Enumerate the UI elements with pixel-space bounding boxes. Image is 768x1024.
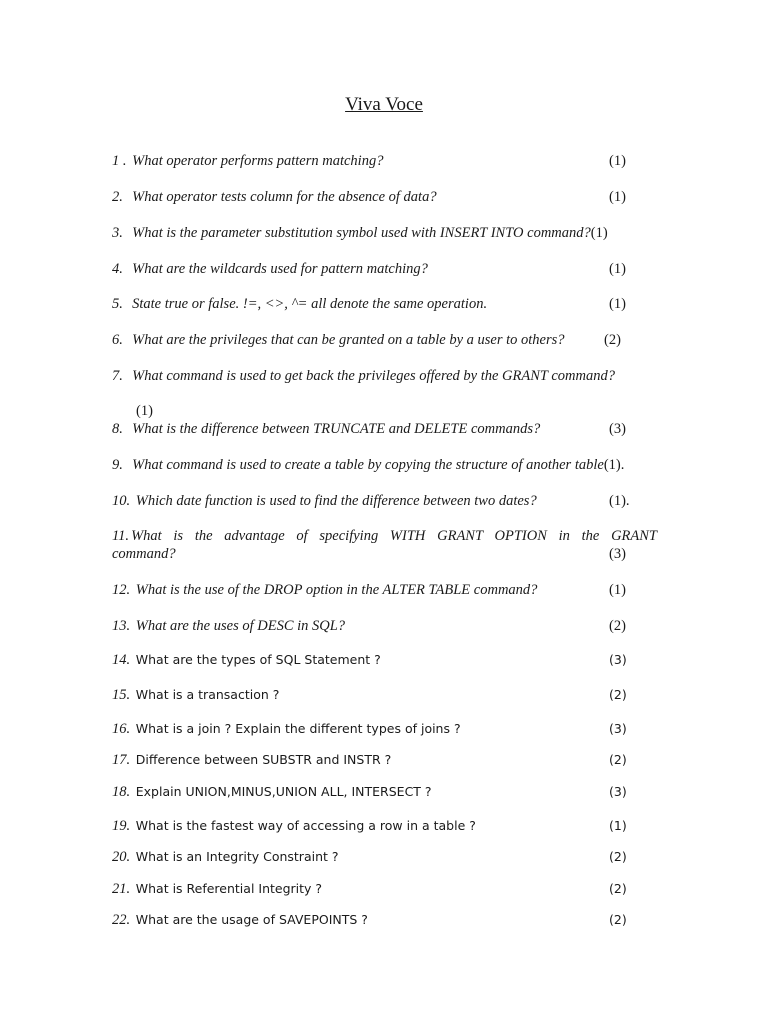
question-number: 10. bbox=[112, 493, 131, 509]
question-number: 7. bbox=[112, 368, 123, 384]
question-number: 19. bbox=[112, 818, 131, 834]
question-text: What are the usage of SAVEPOINTS ? bbox=[135, 912, 368, 927]
question-marks: (2) bbox=[609, 752, 627, 767]
question-number: 14. bbox=[112, 652, 131, 668]
question-number: 3. bbox=[112, 225, 123, 241]
question-13 bbox=[112, 617, 657, 635]
question-marks: (1) bbox=[609, 189, 626, 205]
question-text: What is a transaction ? bbox=[135, 687, 280, 702]
question-1 bbox=[112, 152, 657, 170]
question-marks: (3) bbox=[609, 546, 626, 562]
question-number: 22. bbox=[112, 912, 131, 928]
question-number: 20. bbox=[112, 849, 131, 865]
question-19 bbox=[112, 817, 657, 835]
question-marks: (1) bbox=[590, 225, 608, 241]
question-number: 9. bbox=[112, 457, 123, 473]
question-2 bbox=[112, 188, 657, 206]
question-text: What are the types of SQL Statement ? bbox=[135, 652, 381, 667]
page-title: Viva Voce bbox=[345, 94, 423, 115]
question-text: What is the use of the DROP option in the ALTER TABLE command? bbox=[135, 582, 538, 598]
question-text: State true or false. !=, <>, ^= all denote the same operation. bbox=[132, 296, 488, 312]
question-marks: (1) bbox=[609, 153, 626, 169]
question-21 bbox=[112, 880, 657, 898]
question-text: What are the privileges that can be granted on a table by a user to others? bbox=[132, 332, 565, 348]
question-text: What is Referential Integrity ? bbox=[135, 881, 323, 896]
question-marks: (3) bbox=[609, 652, 627, 667]
question-5 bbox=[112, 295, 657, 313]
question-number: 15. bbox=[112, 687, 131, 703]
question-number: 1 . bbox=[112, 153, 127, 169]
question-4 bbox=[112, 260, 657, 278]
question-10 bbox=[112, 492, 657, 510]
question-number: 18. bbox=[112, 784, 131, 800]
question-marks: (3) bbox=[609, 721, 627, 736]
question-marks: (1) bbox=[609, 296, 626, 312]
question-3 bbox=[112, 224, 657, 242]
question-marks: (3) bbox=[609, 784, 627, 799]
question-text-line-2: command? bbox=[112, 546, 176, 562]
question-number: 2. bbox=[112, 189, 123, 205]
question-text: Explain UNION,MINUS,UNION ALL, INTERSECT ? bbox=[135, 784, 432, 799]
question-marks: (2) bbox=[604, 332, 621, 348]
question-number: 5. bbox=[112, 296, 123, 312]
question-marks: (1). bbox=[609, 493, 630, 509]
question-text: What are the wildcards used for pattern matching? bbox=[132, 261, 428, 277]
question-7 bbox=[112, 367, 657, 385]
question-text: Difference between SUBSTR and INSTR ? bbox=[135, 752, 392, 767]
question-marks: (2) bbox=[609, 849, 627, 864]
question-12 bbox=[112, 581, 657, 599]
question-marks: (2) bbox=[609, 912, 627, 927]
question-marks: (1) bbox=[609, 582, 626, 598]
question-22 bbox=[112, 911, 657, 929]
question-number: 16. bbox=[112, 721, 131, 737]
question-11 bbox=[112, 527, 657, 563]
question-marks: (2) bbox=[609, 687, 627, 702]
question-text: What command is used to get back the privileges offered by the GRANT command? bbox=[132, 368, 615, 384]
question-number: 21. bbox=[112, 881, 131, 897]
question-20 bbox=[112, 848, 657, 866]
question-7-marks-line bbox=[136, 402, 681, 420]
question-text: What is an Integrity Constraint ? bbox=[135, 849, 339, 864]
question-marks: (1). bbox=[603, 457, 625, 473]
question-number: 4. bbox=[112, 261, 123, 277]
question-text: Which date function is used to find the difference between two dates? bbox=[135, 493, 537, 509]
question-14 bbox=[112, 651, 657, 669]
question-marks: (1) bbox=[609, 261, 626, 277]
question-18 bbox=[112, 783, 657, 801]
question-marks: (2) bbox=[609, 618, 626, 634]
question-marks: (1) bbox=[136, 403, 153, 419]
question-number: 17. bbox=[112, 752, 131, 768]
question-6 bbox=[112, 331, 657, 349]
question-9 bbox=[112, 456, 657, 474]
question-number: 13. bbox=[112, 618, 131, 634]
question-text: What are the uses of DESC in SQL? bbox=[135, 618, 346, 634]
question-text: What is the advantage of specifying WITH GRANT OPTION in the GRANT bbox=[131, 528, 657, 544]
question-15 bbox=[112, 686, 657, 704]
question-text: What is the difference between TRUNCATE and DELETE commands? bbox=[132, 421, 541, 437]
question-number: 11. bbox=[112, 528, 130, 544]
question-text: What operator tests column for the absence of data? bbox=[132, 189, 437, 205]
question-number: 8. bbox=[112, 421, 123, 437]
question-8 bbox=[112, 420, 657, 438]
question-marks: (1) bbox=[609, 818, 627, 833]
question-marks: (3) bbox=[609, 421, 626, 437]
question-16 bbox=[112, 720, 657, 738]
question-number: 12. bbox=[112, 582, 131, 598]
question-17 bbox=[112, 751, 657, 769]
question-text: What is the fastest way of accessing a row in a table ? bbox=[135, 818, 476, 833]
question-text: What is the parameter substitution symbol used with INSERT INTO command? bbox=[132, 225, 591, 241]
question-text-line-1 bbox=[112, 527, 657, 545]
question-text: What command is used to create a table by copying the structure of another table bbox=[132, 457, 604, 473]
question-text: What operator performs pattern matching? bbox=[132, 153, 384, 169]
question-marks: (2) bbox=[609, 881, 627, 896]
question-text: What is a join ? Explain the different types of joins ? bbox=[135, 721, 461, 736]
question-number: 6. bbox=[112, 332, 123, 348]
